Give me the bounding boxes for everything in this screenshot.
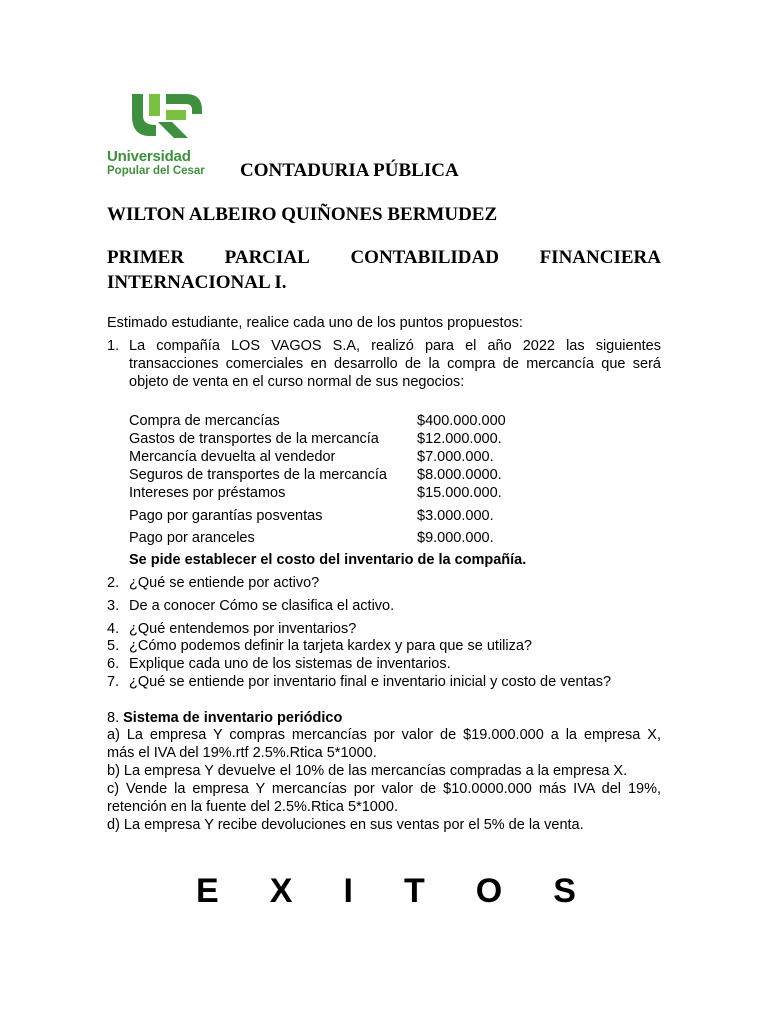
question-text: ¿Qué se entiende por inventario final e inventario inicial y costo de ventas?	[129, 674, 612, 690]
exam-title-word: FINANCIERA	[539, 247, 661, 268]
closing-letter: X	[269, 872, 293, 910]
question-number: 8.	[107, 710, 120, 726]
question-8-line: a) La empresa Y compras mercancías por valor de $19.000.000 a la empresa X,	[107, 727, 661, 743]
transaction-amount: $400.000.000	[417, 413, 506, 429]
question-8-line: más el IVA del 19%.rtf 2.5%.Rtica 5*1000.	[107, 745, 377, 761]
transaction-amount: $15.000.000.	[417, 485, 502, 501]
transaction-label: Gastos de transportes de la mercancía	[129, 431, 379, 447]
exam-title-line-2: INTERNACIONAL I.	[107, 272, 287, 293]
question-number: 3.	[107, 598, 120, 614]
question-8-line: b) La empresa Y devuelve el 10% de las mercancías compradas a la empresa X.	[107, 763, 628, 779]
transaction-label: Compra de mercancías	[129, 413, 280, 429]
transaction-amount: $3.000.000.	[417, 508, 494, 524]
transaction-label: Pago por garantías posventas	[129, 508, 323, 524]
closing-letter: T	[403, 872, 425, 910]
logo-shape-diagonal	[158, 122, 188, 138]
question-number: 4.	[107, 621, 120, 637]
logo-university-name: Universidad	[107, 148, 191, 165]
closing-letter: E	[196, 872, 219, 910]
question-8-heading	[107, 709, 342, 727]
question-1-line: objeto de venta en el curso normal de sus negocios:	[129, 374, 465, 390]
question-1-line: La compañía LOS VAGOS S.A, realizó para el año 2022 las siguientes	[129, 338, 661, 354]
transaction-amount: $12.000.000.	[417, 431, 502, 447]
question-8-line: retención en la fuente del 2.5%.Rtica 5*1000.	[107, 799, 399, 815]
question-number: 1.	[107, 338, 120, 354]
transaction-label: Seguros de transportes de la mercancía	[129, 467, 387, 483]
transaction-label: Intereses por préstamos	[129, 485, 286, 501]
transaction-amount: $8.000.0000.	[417, 467, 502, 483]
question-1-request: Se pide establecer el costo del inventario de la compañía.	[129, 552, 527, 568]
exam-title-word: CONTABILIDAD	[350, 247, 499, 268]
question-text: Explique cada uno de los sistemas de inventarios.	[129, 656, 451, 672]
closing-letter: I	[343, 872, 353, 910]
transaction-amount: $9.000.000.	[417, 530, 494, 546]
logo-shape-curve	[132, 116, 156, 136]
question-text: ¿Qué se entiende por activo?	[129, 575, 320, 591]
closing-letter: S	[553, 872, 576, 910]
question-8-title: Sistema de inventario periódico	[123, 710, 343, 726]
exam-title-line-1	[107, 247, 661, 269]
logo-shape-left	[132, 94, 143, 116]
question-number: 5.	[107, 638, 120, 654]
program-heading: CONTADURIA PÚBLICA	[240, 160, 459, 181]
closing-letter: O	[475, 872, 503, 910]
logo-shape-middle	[149, 94, 160, 116]
closing-word	[196, 872, 576, 911]
question-text: ¿Cómo podemos definir la tarjeta kardex y para que se utiliza?	[129, 638, 532, 654]
author-heading: WILTON ALBEIRO QUIÑONES BERMUDEZ	[107, 204, 498, 225]
question-number: 7.	[107, 674, 120, 690]
logo-shape-bar	[166, 110, 186, 120]
intro-text: Estimado estudiante, realice cada uno de los puntos propuestos:	[107, 315, 523, 331]
transaction-amount: $7.000.000.	[417, 449, 494, 465]
logo-university-subtitle: Popular del Cesar	[107, 165, 205, 177]
question-number: 2.	[107, 575, 120, 591]
exam-title-word: PARCIAL	[224, 247, 310, 268]
question-1-line: transacciones comerciales en desarrollo de la compra de mercancía que será	[129, 356, 661, 372]
question-8-line: d) La empresa Y recibe devoluciones en sus ventas por el 5% de la venta.	[107, 817, 584, 833]
question-number: 6.	[107, 656, 120, 672]
question-text: De a conocer Cómo se clasifica el activo.	[129, 598, 395, 614]
transaction-label: Pago por aranceles	[129, 530, 255, 546]
exam-title-word: PRIMER	[107, 247, 185, 268]
question-8-line: c) Vende la empresa Y mercancías por valor de $10.0000.000 más IVA del 19%,	[107, 781, 661, 797]
question-text: ¿Qué entendemos por inventarios?	[129, 621, 357, 637]
transaction-label: Mercancía devuelta al vendedor	[129, 449, 336, 465]
